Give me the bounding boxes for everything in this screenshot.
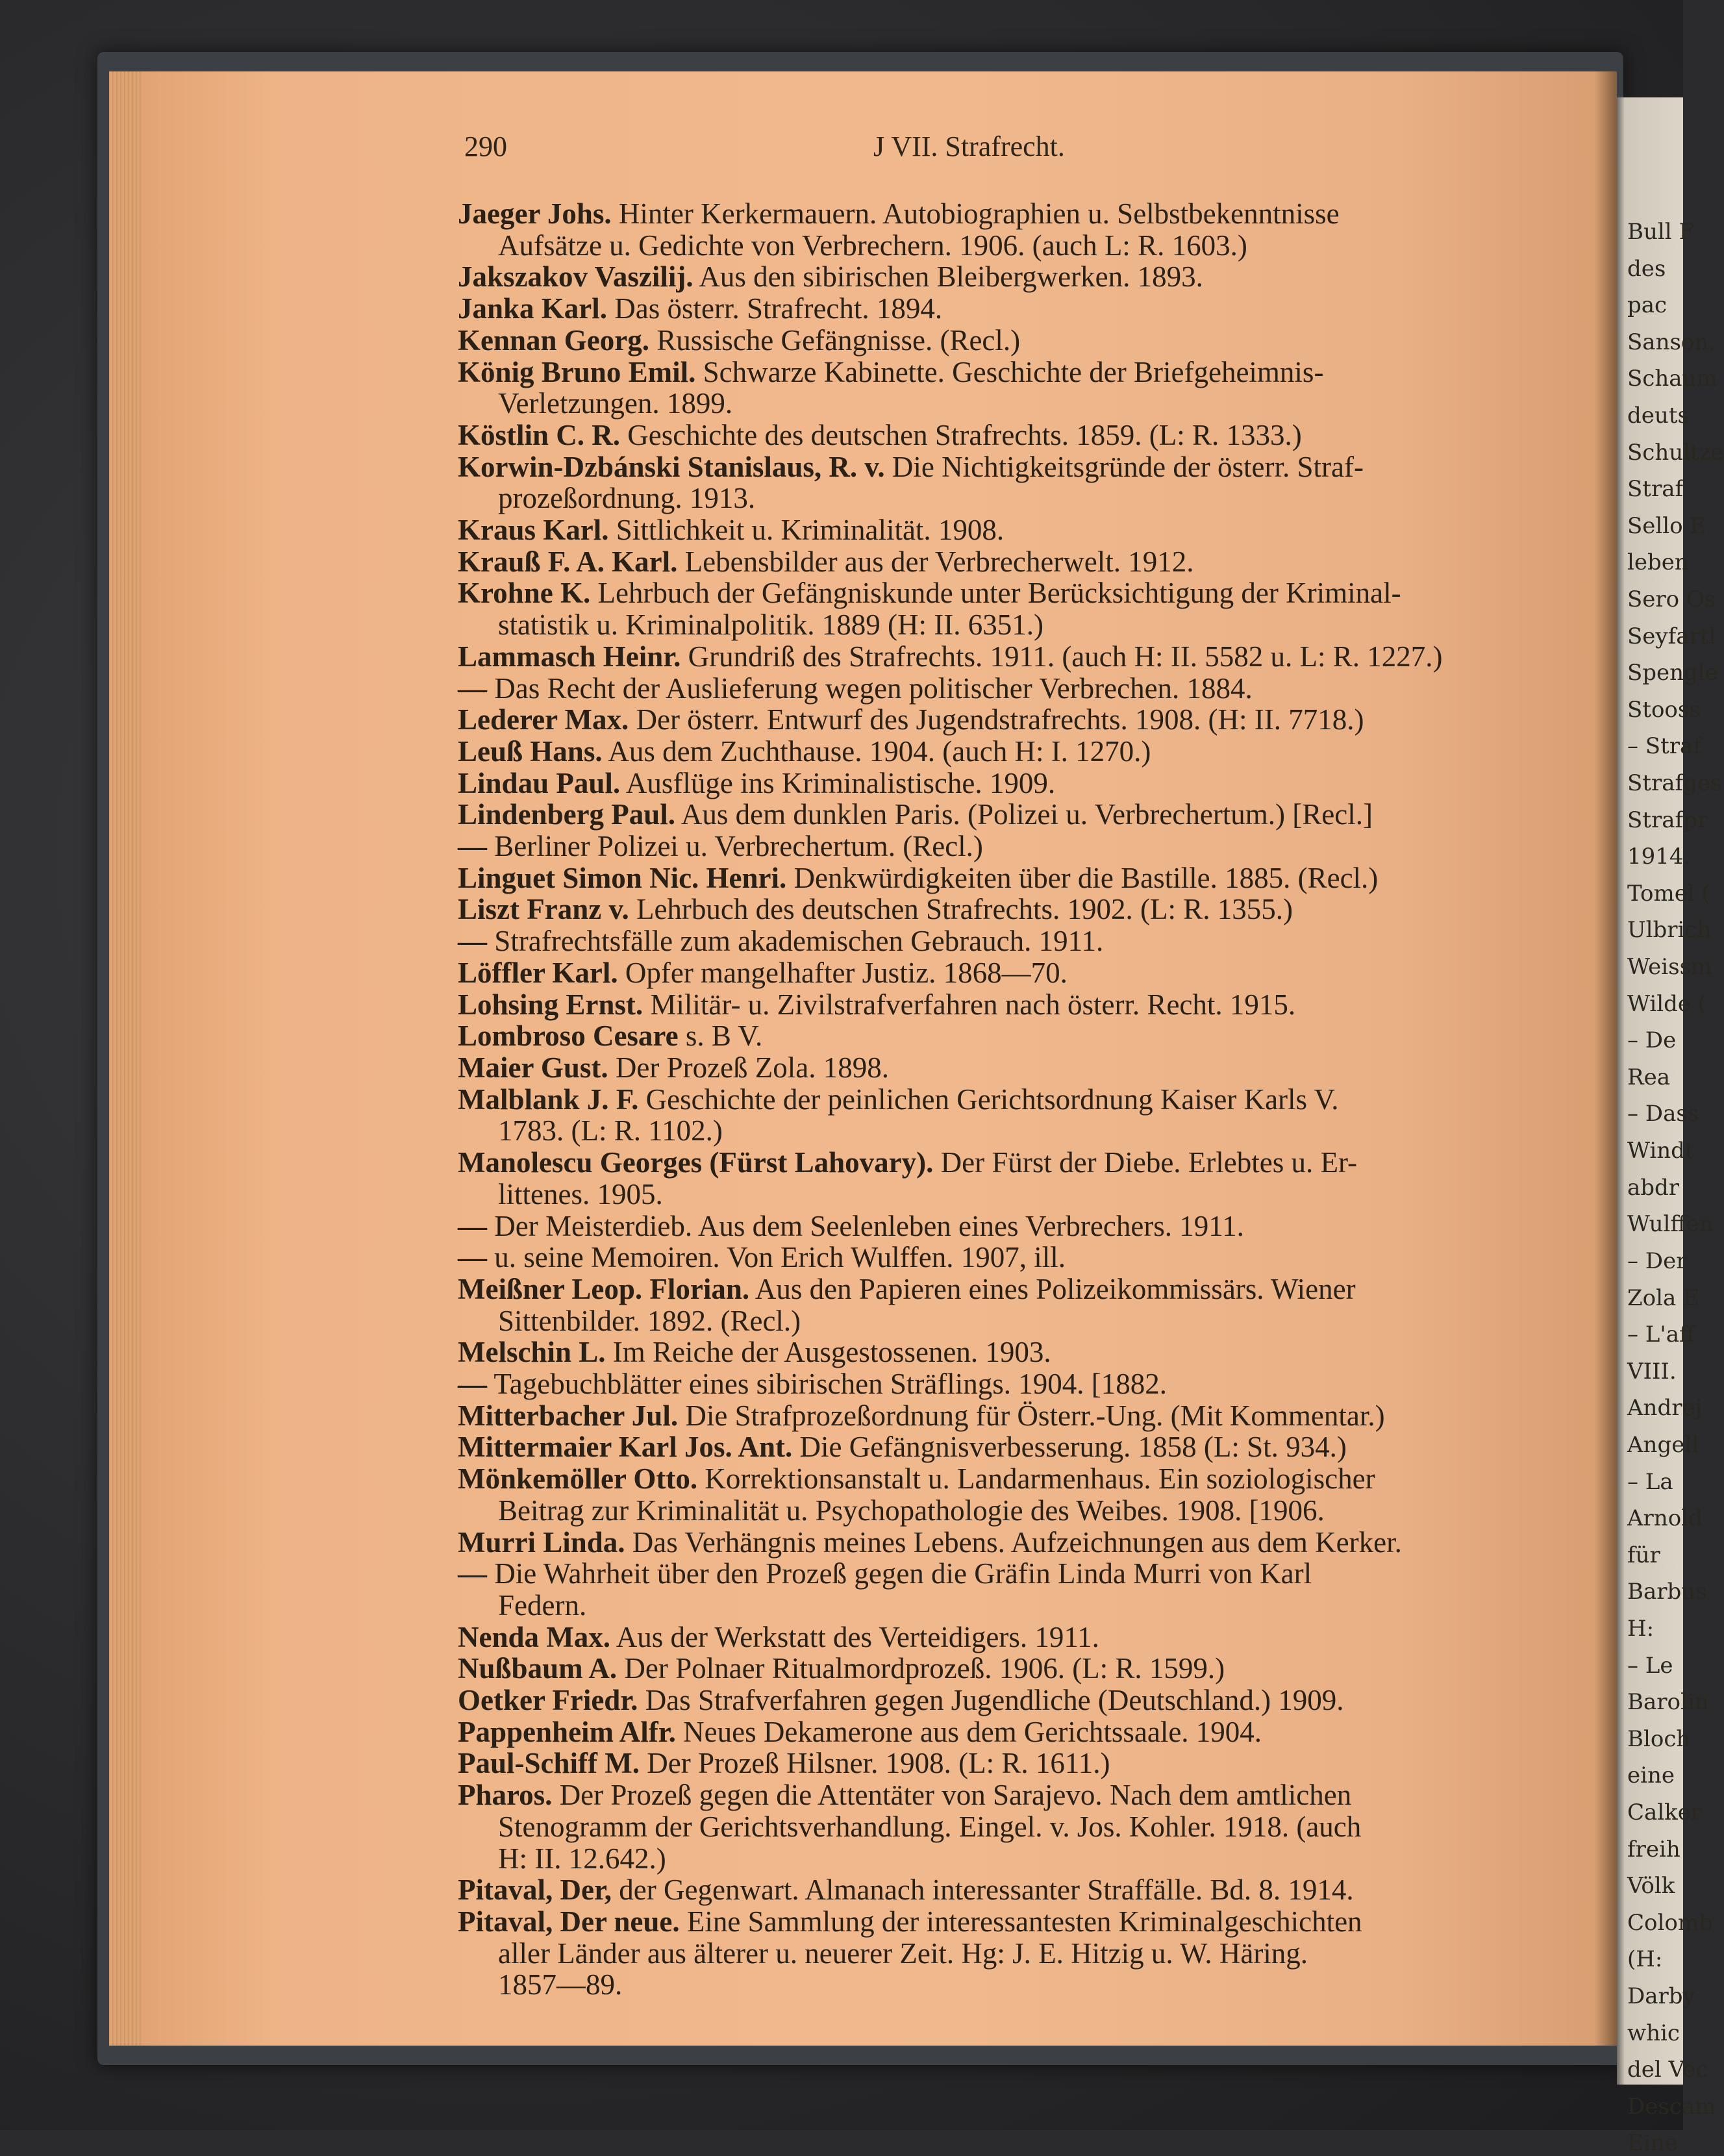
entry-text-line: Aus dem dunklen Paris. (Polizei u. Verbrechertum.) [Recl.] [675, 798, 1373, 831]
entry-text-line: u. seine Memoiren. Von Erich Wulffen. 1907, ill. [487, 1241, 1066, 1274]
adjacent-page-text: Tomel ( [1627, 881, 1710, 907]
entry-author: Mönkemöller Otto. [458, 1462, 698, 1496]
bibliography-entry [458, 1020, 1581, 1052]
entry-text-line: Strafrechtsfälle zum akademischen Gebrauch. 1911. [487, 925, 1104, 958]
entry-author: Lindenberg Paul. [458, 798, 676, 831]
entry-author: — [458, 1241, 487, 1274]
bibliography-entry [458, 1052, 1581, 1084]
adjacent-page-text: (H: [1627, 1946, 1663, 1972]
bibliography-entry [458, 1716, 1581, 1748]
entry-text-line: der Gegenwart. Almanach interessanter Straffälle. Bd. 8. 1914. [612, 1874, 1354, 1907]
bibliography-entry [458, 514, 1581, 546]
adjacent-page-text: Darby [1627, 1983, 1695, 2009]
entry-text-line: Lehrbuch der Gefängniskunde unter Berücksichtigung der Kriminal- [590, 577, 1401, 610]
adjacent-page-text: – Straf [1627, 733, 1701, 759]
entry-text-line: Das Recht der Auslieferung wegen politischer Verbrechen. 1884. [487, 671, 1253, 705]
entry-text-line: Neues Dekamerone aus dem Gerichtssaale. 1904. [675, 1715, 1262, 1748]
bibliography-entry [458, 641, 1581, 673]
entry-author: Melschin L. [458, 1336, 606, 1369]
bibliography-entry [458, 1084, 1581, 1147]
entry-author: — [458, 671, 487, 705]
bibliography-entry [458, 957, 1581, 989]
adjacent-page-text: Calker [1627, 1799, 1702, 1825]
entry-author: — [458, 1209, 487, 1242]
bibliography-entry [458, 1210, 1581, 1242]
bibliography-entry [458, 451, 1581, 514]
adjacent-page-text: Strafpr [1627, 807, 1708, 833]
entry-text-line: Der Fürst der Diebe. Erlebtes u. Er- [933, 1146, 1358, 1179]
entry-author: — [458, 1368, 487, 1401]
adjacent-page-text: Sero Os [1627, 586, 1716, 612]
entry-author: Lombroso Cesare [458, 1020, 679, 1053]
entry-author: Pitaval, Der neue. [458, 1905, 680, 1938]
section-title: J VII. Strafrecht. [873, 131, 1065, 162]
entry-author: Pappenheim Alfr. [458, 1715, 676, 1748]
entry-text-line: Korrektionsanstalt u. Landarmenhaus. Ein soziologischer [697, 1462, 1375, 1496]
bibliography-entry [458, 989, 1581, 1021]
entry-text-line: Die Gefängnisverbesserung. 1858 (L: St. 934.) [792, 1431, 1347, 1464]
entry-text-line: Berliner Polizei u. Verbrechertum. (Recl.) [487, 830, 983, 863]
entry-author: Löffler Karl. [458, 956, 618, 989]
bibliography-entry [458, 1779, 1581, 1874]
entry-author: Kraus Karl. [458, 514, 609, 547]
adjacent-page-text: Sanson, [1627, 329, 1716, 355]
adjacent-page-text: Weissm [1627, 954, 1712, 980]
adjacent-page-text: – De [1627, 1027, 1677, 1053]
adjacent-page-text: – Dass [1627, 1101, 1699, 1127]
entry-text-line: Schwarze Kabinette. Geschichte der Briefgeheimnis- [695, 355, 1324, 388]
adjacent-page-text: Völk [1627, 1873, 1675, 1899]
entry-author: Krohne K. [458, 577, 591, 610]
entry-author: Meißner Leop. Florian. [458, 1272, 750, 1305]
adjacent-page-text: Angell [1627, 1432, 1699, 1458]
bibliography-entry [458, 1527, 1581, 1559]
entry-author: Lindau Paul. [458, 766, 621, 799]
entry-author: Manolescu Georges (Fürst Lahovary). [458, 1146, 934, 1179]
adjacent-page-text: Schaum [1627, 366, 1718, 392]
entry-text-line: Ausflüge ins Kriminalistische. 1909. [620, 766, 1056, 799]
entry-author: Mittermaier Karl Jos. Ant. [458, 1431, 793, 1464]
adjacent-page-text: Ulbrich [1627, 917, 1712, 943]
adjacent-page-text: abdr [1627, 1175, 1680, 1201]
bibliography-entry [458, 1463, 1581, 1526]
adjacent-page-text: – Der [1627, 1248, 1687, 1274]
entry-text-line: Aus den Papieren eines Polizeikommissärs. Wiener [749, 1272, 1356, 1305]
bibliography-entry [458, 831, 1581, 862]
adjacent-page-text: Bloch [1627, 1726, 1691, 1752]
bibliography-entry [458, 1748, 1581, 1779]
entry-text-line: Die Wahrheit über den Prozeß gegen die Gräfin Linda Murri von Karl [487, 1557, 1312, 1590]
bibliography-entry [458, 546, 1581, 578]
entry-author: Maier Gust. [458, 1051, 608, 1084]
entry-text-line: Lehrbuch des deutschen Strafrechts. 1902. (L: R. 1355.) [629, 893, 1293, 926]
entry-author: Linguet Simon Nic. Henri. [458, 861, 787, 894]
entry-text-line: Aus den sibirischen Bleibergwerken. 1893. [693, 260, 1203, 294]
bibliography-entry [458, 1147, 1581, 1210]
adjacent-page-text: Stooss [1627, 697, 1701, 723]
bibliography-entry [458, 1622, 1581, 1653]
entry-text-line: Opfer mangelhafter Justiz. 1868—70. [618, 956, 1068, 989]
bibliography-entry [458, 261, 1581, 293]
bibliography-entry [458, 1906, 1581, 2001]
bibliography-entry [458, 894, 1581, 925]
adjacent-page-text: Colomb [1627, 1910, 1713, 1936]
bibliography-entry [458, 704, 1581, 736]
adjacent-page-text: Barolin [1627, 1689, 1709, 1715]
adjacent-page-text: Zola E [1627, 1285, 1699, 1311]
bibliography-entry [458, 1273, 1581, 1336]
adjacent-page-text: eine [1627, 1762, 1675, 1788]
bibliography-entry [458, 799, 1581, 831]
entry-text-line: Der Prozeß Hilsner. 1908. (L: R. 1611.) [639, 1747, 1110, 1780]
adjacent-page-text: Arnold [1627, 1505, 1703, 1531]
page-edges [109, 71, 142, 2046]
adjacent-page-text: pac [1627, 292, 1668, 318]
bibliography-entry [458, 862, 1581, 894]
entry-text-line: Der Meisterdieb. Aus dem Seelenleben eines Verbrechers. 1911. [487, 1209, 1244, 1242]
adjacent-page-text: Andrej [1627, 1395, 1703, 1421]
entry-author: Krauß F. A. Karl. [458, 545, 678, 578]
adjacent-page-fragment [1617, 97, 1724, 2156]
entry-text-line: Denkwürdigkeiten über die Bastille. 1885. (Recl.) [786, 861, 1379, 894]
entry-author: Murri Linda. [458, 1525, 625, 1559]
bibliography-list [458, 198, 1581, 2001]
adjacent-page-text: del Vec [1627, 2057, 1708, 2083]
bibliography-entry [458, 293, 1581, 325]
entry-text-line: Der Polnaer Ritualmordprozeß. 1906. (L: R. 1599.) [617, 1652, 1225, 1685]
entry-text-line: Hinter Kerkermauern. Autobiographien u. Selbstbekenntnisse [611, 197, 1340, 230]
entry-text-line: littenes. 1905. [498, 1177, 663, 1210]
entry-author: Malblank J. F. [458, 1083, 639, 1116]
adjacent-page-text: Schultze [1627, 440, 1724, 466]
bibliography-entry [458, 198, 1581, 261]
entry-text-line: Geschichte der peinlichen Gerichtsordnung Kaiser Karls V. [638, 1083, 1339, 1116]
entry-text-line: s. B V. [678, 1020, 763, 1053]
adjacent-page-text: Spengle [1627, 660, 1718, 686]
entry-author: Nenda Max. [458, 1620, 610, 1653]
entry-text-line: 1783. (L: R. 1102.) [498, 1114, 723, 1147]
adjacent-page-text: – Le [1627, 1653, 1673, 1679]
entry-author: — [458, 1557, 487, 1590]
entry-text-line: Das Strafverfahren gegen Jugendliche (Deutschland.) 1909. [638, 1684, 1344, 1717]
entry-author: Nußbaum A. [458, 1652, 618, 1685]
adjacent-page-text: für [1627, 1542, 1660, 1568]
entry-author: Leuß Hans. [458, 734, 603, 768]
entry-text-line: Beitrag zur Kriminalität u. Psychopathologie des Weibes. 1908. [1906. [498, 1494, 1325, 1527]
entry-text-line: Die Nichtigkeitsgründe der österr. Straf- [884, 450, 1364, 483]
entry-text-line: Der österr. Entwurf des Jugendstrafrechts. 1908. (H: II. 7718.) [629, 703, 1364, 736]
adjacent-page-text: des [1627, 256, 1666, 282]
entry-author: Köstlin C. R. [458, 418, 621, 451]
entry-text-line: Das österr. Strafrecht. 1894. [607, 292, 943, 325]
entry-text-line: Stenogramm der Gerichtsverhandlung. Eingel. v. Jos. Kohler. 1918. (auch [498, 1810, 1362, 1843]
page-number: 290 [464, 131, 507, 162]
entry-author: Paul-Schiff M. [458, 1747, 640, 1780]
bibliography-entry [458, 1653, 1581, 1685]
entry-text-line: Im Reiche der Ausgestossenen. 1903. [605, 1336, 1051, 1369]
bibliography-entry [458, 420, 1581, 451]
adjacent-page-text: deuts [1627, 403, 1689, 429]
bibliography-entry [458, 1242, 1581, 1273]
entry-text-line: Grundriß des Strafrechts. 1911. (auch H: II. 5582 u. L: R. 1227.) [681, 640, 1443, 673]
entry-text-line: H: II. 12.642.) [498, 1842, 666, 1875]
adjacent-page-text: – L'aff [1627, 1322, 1695, 1348]
entry-text-line: Lebensbilder aus der Verbrecherwelt. 1912. [677, 545, 1194, 578]
bibliography-entry [458, 1336, 1581, 1368]
entry-author: König Bruno Emil. [458, 355, 696, 388]
entry-text-line: Russische Gefängnisse. (Recl.) [649, 323, 1021, 357]
adjacent-page-text: Seyfartl [1627, 623, 1716, 649]
adjacent-page-text: Wilde ( [1627, 991, 1707, 1017]
entry-author: Pitaval, Der, [458, 1874, 612, 1907]
entry-text-line: Aus der Werkstatt des Verteidigers. 1911. [610, 1620, 1099, 1653]
entry-author: Korwin-Dzbánski Stanislaus, R. v. [458, 450, 885, 483]
entry-author: Jakszakov Vaszilij. [458, 260, 693, 294]
entry-text-line: Der Prozeß gegen die Attentäter von Sarajevo. Nach dem amtlichen [552, 1779, 1352, 1812]
entry-text-line: Die Strafprozeßordnung für Österr.-Ung. (Mit Kommentar.) [678, 1399, 1385, 1432]
entry-text-line: Militär- u. Zivilstrafverfahren nach österr. Recht. 1915. [643, 988, 1296, 1021]
entry-text-line: Aus dem Zuchthause. 1904. (auch H: I. 1270.) [602, 734, 1151, 768]
adjacent-page-text: H: [1627, 1616, 1655, 1642]
adjacent-page-text: – La [1627, 1469, 1673, 1495]
page-gutter-shadow [1594, 71, 1617, 2046]
entry-author: Pharos. [458, 1779, 553, 1812]
entry-text-line: Das Verhängnis meines Lebens. Aufzeichnungen aus dem Kerker. [625, 1525, 1402, 1559]
entry-author: Janka Karl. [458, 292, 608, 325]
entry-text-line: Verletzungen. 1899. [498, 387, 733, 420]
bibliography-entry [458, 325, 1581, 357]
bibliography-entry [458, 736, 1581, 768]
bibliography-entry [458, 1558, 1581, 1621]
entry-author: Kennan Georg. [458, 323, 650, 357]
adjacent-page-text: Straf [1627, 476, 1684, 502]
entry-text-line: Sittlichkeit u. Kriminalität. 1908. [608, 514, 1005, 547]
adjacent-page-text: Sello E [1627, 513, 1706, 539]
entry-text-line: statistik u. Kriminalpolitik. 1889 (H: II. 6351.) [498, 608, 1043, 642]
entry-author: Jaeger Johs. [458, 197, 612, 230]
bibliography-entry [458, 1431, 1581, 1463]
adjacent-page-text: VIII. [1627, 1359, 1677, 1385]
adjacent-page-text: Rea [1627, 1064, 1670, 1090]
adjacent-page-text: 1914. [1627, 844, 1691, 870]
bibliography-entry [458, 577, 1581, 640]
entry-text-line: 1857—89. [498, 1968, 623, 2001]
adjacent-page-text: Wulffen [1627, 1211, 1714, 1237]
entry-author: Lammasch Heinr. [458, 640, 681, 673]
adjacent-page-text: Barbus [1627, 1579, 1707, 1605]
entry-author: Liszt Franz v. [458, 893, 629, 926]
entry-author: — [458, 830, 487, 863]
bibliography-entry [458, 768, 1581, 799]
entry-author: Mitterbacher Jul. [458, 1399, 679, 1432]
entry-author: Oetker Friedr. [458, 1684, 638, 1717]
bibliography-entry [458, 925, 1581, 957]
bibliography-entry [458, 357, 1581, 420]
entry-text-line: Der Prozeß Zola. 1898. [608, 1051, 890, 1084]
bibliography-entry [458, 1874, 1581, 1906]
entry-text-line: Aufsätze u. Gedichte von Verbrechern. 1906. (auch L: R. 1603.) [498, 229, 1247, 262]
entry-text-line: Eine Sammlung der interessantesten Kriminalgeschichten [679, 1905, 1362, 1938]
running-head [464, 130, 1581, 169]
entry-text-line: Federn. [498, 1588, 587, 1622]
adjacent-page-text: Windt [1627, 1138, 1694, 1164]
adjacent-page-text: Strafges [1627, 770, 1722, 796]
adjacent-page-text: Eine [1627, 2130, 1678, 2156]
adjacent-page-text: Bull F [1627, 219, 1695, 245]
entry-text-line: prozeßordnung. 1913. [498, 482, 756, 515]
adjacent-page-text: leben [1627, 549, 1689, 575]
adjacent-page-text: freih [1627, 1836, 1680, 1862]
entry-text-line: Tagebuchblätter eines sibirischen Sträflings. 1904. [1882. [487, 1368, 1168, 1401]
entry-author: — [458, 925, 487, 958]
adjacent-page-text: Descam [1627, 2094, 1716, 2120]
entry-text-line: Geschichte des deutschen Strafrechts. 1859. (L: R. 1333.) [620, 418, 1302, 451]
adjacent-page-text: whic [1627, 2020, 1680, 2046]
entry-author: Lohsing Ernst. [458, 988, 643, 1021]
entry-author: Lederer Max. [458, 703, 629, 736]
bibliography-entry [458, 1685, 1581, 1716]
bibliography-entry [458, 1368, 1581, 1400]
bibliography-entry [458, 673, 1581, 705]
entry-text-line: aller Länder aus älterer u. neuerer Zeit. Hg: J. E. Hitzig u. W. Häring. [498, 1937, 1308, 1970]
bibliography-entry [458, 1400, 1581, 1432]
entry-text-line: Sittenbilder. 1892. (Recl.) [498, 1304, 801, 1337]
